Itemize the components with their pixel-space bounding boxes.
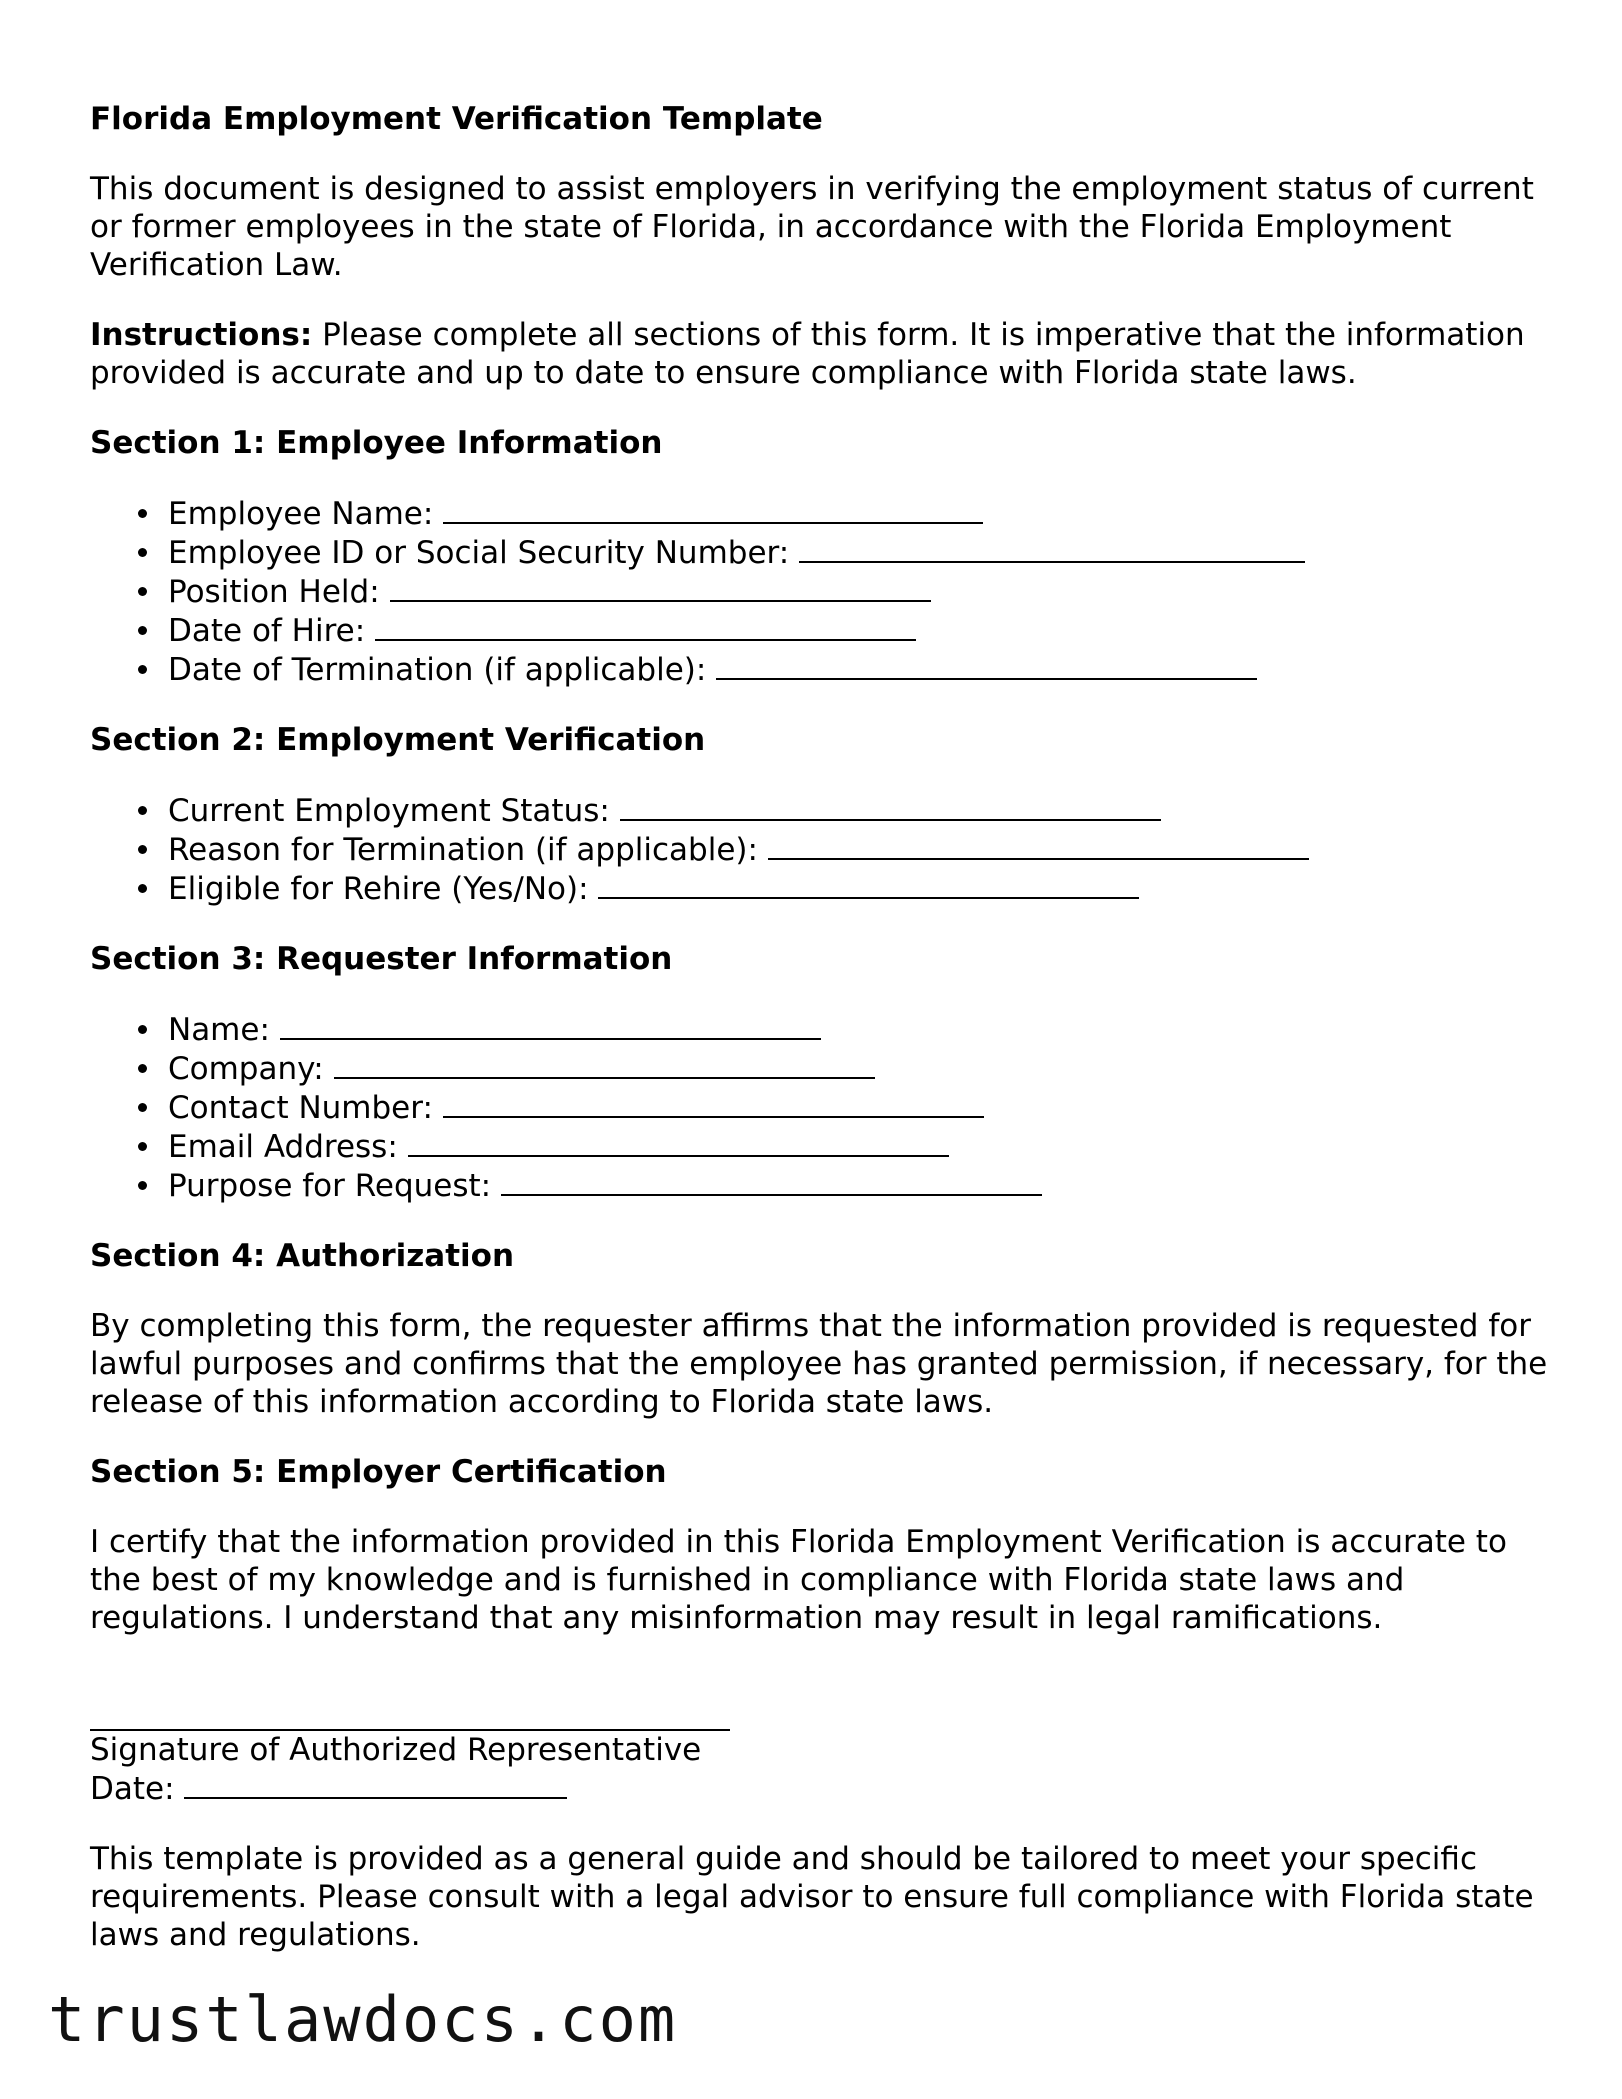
field-label: Eligible for Rehire (Yes/No):	[168, 871, 589, 907]
date-label: Date:	[90, 1771, 175, 1807]
field-label: Employee Name:	[168, 496, 434, 532]
field-date-of-hire	[168, 611, 1550, 650]
signature-label: Signature of Authorized Representative	[90, 1732, 702, 1768]
reason-termination-blank[interactable]	[768, 830, 1309, 860]
field-label: Contact Number:	[168, 1090, 433, 1126]
authorization-paragraph: By completing this form, the requester affirms that the information provided is requested for lawful purposes and confirms that the employee has granted permission, if necessary, for the release of this information according to Florida state laws.	[90, 1308, 1548, 1420]
section5-heading: Section 5: Employer Certification	[90, 1454, 667, 1490]
purpose-blank[interactable]	[501, 1166, 1042, 1196]
date-of-hire-blank[interactable]	[375, 611, 916, 641]
field-label: Purpose for Request:	[168, 1168, 492, 1204]
signature-line[interactable]	[90, 1693, 730, 1731]
company-blank[interactable]	[334, 1049, 875, 1079]
disclaimer-paragraph: This template is provided as a general guide and should be tailored to meet your specific requirements. Please consult with a legal advisor to ensure full compliance with Florida state laws and regulations.	[90, 1841, 1534, 1953]
signature-date-row	[90, 1769, 1550, 1808]
eligible-rehire-blank[interactable]	[598, 869, 1139, 899]
field-label: Company:	[168, 1051, 324, 1087]
field-label: Position Held:	[168, 574, 380, 610]
instructions-paragraph	[90, 316, 1550, 392]
intro-paragraph: This document is designed to assist employers in verifying the employment status of current or former employees in the state of Florida, in accordance with the Florida Employment Verification Law.	[90, 171, 1534, 283]
field-employee-name	[168, 494, 1550, 533]
field-label: Date of Hire:	[168, 613, 366, 649]
current-status-blank[interactable]	[620, 791, 1161, 821]
section4-heading: Section 4: Authorization	[90, 1238, 515, 1274]
instructions-text: Please complete all sections of this form. It is imperative that the information provided is accurate and up to date to ensure compliance with Florida state laws.	[90, 317, 1525, 391]
field-purpose	[168, 1166, 1550, 1205]
document-page	[90, 100, 1550, 1986]
document-title: Florida Employment Verification Template	[90, 101, 823, 137]
certification-paragraph: I certify that the information provided in this Florida Employment Verification is accurate to the best of my knowledge and is furnished in compliance with Florida state laws and regulations. I understand that any misinformation may result in legal ramifications.	[90, 1524, 1507, 1636]
email-address-blank[interactable]	[408, 1127, 949, 1157]
field-label: Employee ID or Social Security Number:	[168, 535, 790, 571]
section2-field-list	[90, 791, 1550, 908]
field-company	[168, 1049, 1550, 1088]
section3-heading: Section 3: Requester Information	[90, 941, 673, 977]
section1-heading: Section 1: Employee Information	[90, 425, 663, 461]
requester-name-blank[interactable]	[280, 1010, 821, 1040]
field-date-of-termination	[168, 650, 1550, 689]
field-employee-id	[168, 533, 1550, 572]
field-email-address	[168, 1127, 1550, 1166]
field-current-status	[168, 791, 1550, 830]
field-requester-name	[168, 1010, 1550, 1049]
position-held-blank[interactable]	[390, 572, 931, 602]
date-of-termination-blank[interactable]	[716, 650, 1257, 680]
field-contact-number	[168, 1088, 1550, 1127]
contact-number-blank[interactable]	[443, 1088, 984, 1118]
employee-name-blank[interactable]	[443, 494, 983, 524]
field-label: Reason for Termination (if applicable):	[168, 832, 758, 868]
field-label: Name:	[168, 1012, 270, 1048]
field-label: Current Employment Status:	[168, 793, 610, 829]
section1-field-list	[90, 494, 1550, 689]
watermark-brand: trustlawdocs.com	[48, 1983, 678, 2056]
field-label: Email Address:	[168, 1129, 398, 1165]
signature-date-blank[interactable]	[184, 1769, 567, 1799]
employee-id-blank[interactable]	[799, 533, 1305, 563]
field-eligible-rehire	[168, 869, 1550, 908]
field-reason-termination	[168, 830, 1550, 869]
field-position-held	[168, 572, 1550, 611]
instructions-label: Instructions:	[90, 317, 313, 353]
section2-heading: Section 2: Employment Verification	[90, 722, 706, 758]
field-label: Date of Termination (if applicable):	[168, 652, 707, 688]
section3-field-list	[90, 1010, 1550, 1205]
signature-block	[90, 1693, 1550, 1808]
